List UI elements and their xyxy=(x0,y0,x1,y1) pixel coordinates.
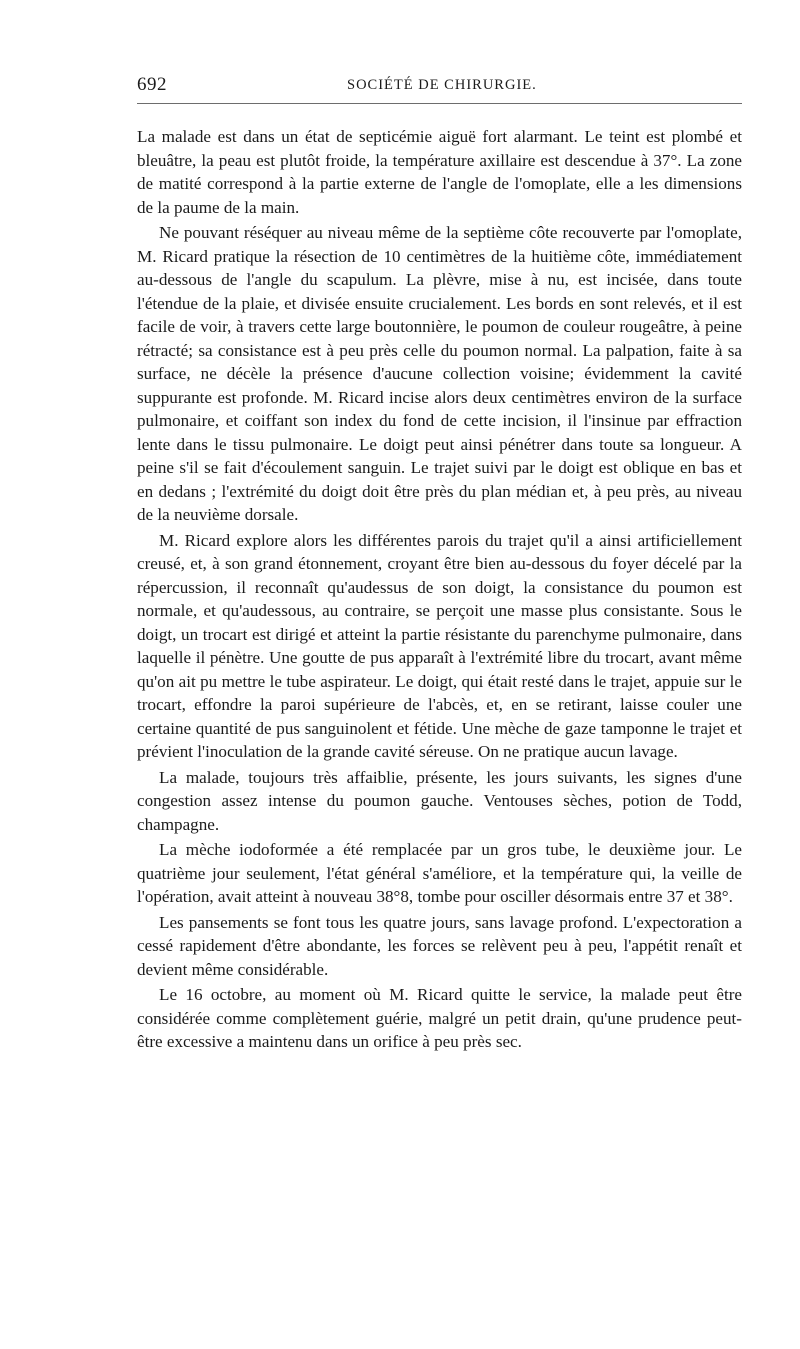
paragraph-septicemia: La malade est dans un état de septicémie aiguë fort alarmant. Le teint est plombé et bleuâtre, la peau est plutôt froide, la température axillaire est descendue à 37°. La zone de matité correspond à la partie externe de l'angle de l'omoplate, elle a les dimensions de la paume de la main. xyxy=(137,127,742,217)
paragraph-resection: Ne pouvant réséquer au niveau même de la septième côte recouverte par l'omoplate, M. Ricard pratique la résection de 10 centimètres de la huitième côte, immédiatement au-dessous de l'angle du scapulum. La plèvre, mise à nu, est incisée, dans toute l'étendue de la plaie, et divisée ensuite crucialement. Les bords en sont relevés, et il est facile de voir, à travers cette large boutonnière, le poumon de couleur rougeâtre, à peine rétracté; sa consistance est à peu près celle du poumon normal. La palpation, faite à sa surface, ne décèle la présence d'aucune collection voisine; évidemment la cavité suppurante est profonde. M. Ricard incise alors deux centimètres environ de la surface pulmonaire, et coiffant son index du fond de cette incision, il l'insinue par effraction lente dans le tissu pulmonaire. Le doigt peut ainsi pénétrer dans toute sa longueur. A peine s'il se fait d'écoulement sanguin. Le trajet suivi par le doigt est oblique en bas et en dedans ; l'extrémité du doigt doit être près du plan médian et, à peu près, au niveau de la neuvième dorsale. xyxy=(137,223,742,524)
paragraph-exploration: M. Ricard explore alors les différentes parois du trajet qu'il a ainsi artificiellement creusé, et, à son grand étonnement, croyant être bien au-dessous du foyer décelé par la répercussion, il reconnaît qu'audessus de son doigt, la consistance du poumon est normale, et qu'audessous, au contraire, se perçoit une masse plus consistante. Sous le doigt, un trocart est dirigé et atteint la partie résistante du parenchyme pulmonaire, dans laquelle il pénètre. Une goutte de pus apparaît à l'extrémité libre du trocart, avant même qu'on ait pu mettre le tube aspirateur. Le doigt, qui était resté dans le trajet, appuie sur le trocart, effondre la paroi supérieure de l'abcès, et, en se retirant, laisse couler une certaine quantité de pus sanguinolent et fétide. Une mèche de gaze tamponne le trajet et prévient l'inoculation de la grande cavité séreuse. On ne pratique aucun lavage. xyxy=(137,530,742,761)
paragraph-discharge: Le 16 octobre, au moment où M. Ricard quitte le service, la malade peut être considérée comme complètement guérie, malgré un petit drain, qu'une prudence peut-être excessive a maintenu dans un orifice à peu près sec. xyxy=(137,985,742,1051)
paragraph-congestion: La malade, toujours très affaiblie, présente, les jours suivants, les signes d'une congestion assez intense du poumon gauche. Ventouses sèches, potion de Todd, champagne. xyxy=(137,767,742,834)
body-text xyxy=(137,125,742,1056)
running-header xyxy=(137,74,742,98)
paragraph-recovery: La mèche iodoformée a été remplacée par un gros tube, le deuxième jour. Le quatrième jour seulement, l'état général s'améliore, et la température qui, la veille de l'opération, avait atteint à nouveau 38°8, tombe pour osciller désormais entre 37 et 38°. xyxy=(137,840,742,906)
paragraph-dressings: Les pansements se font tous les quatre jours, sans lavage profond. L'expectoration a cessé rapidement d'être abondante, les forces se relèvent peu à peu, l'appétit renaît et devient même considérable. xyxy=(137,912,742,979)
running-title: SOCIÉTÉ DE CHIRURGIE. xyxy=(347,77,537,93)
header-rule xyxy=(137,103,742,104)
page-number: 692 xyxy=(137,74,167,95)
